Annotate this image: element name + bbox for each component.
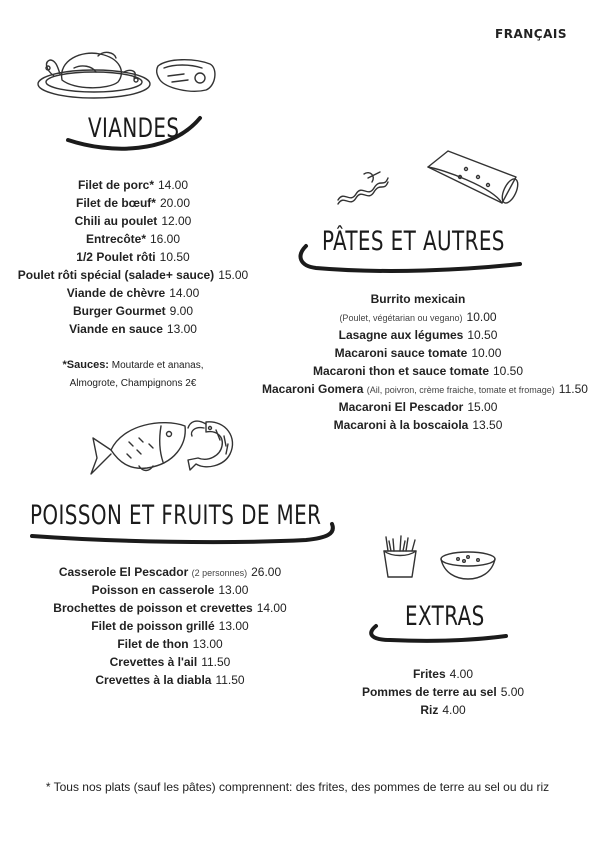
item-name: Frites bbox=[412, 667, 446, 681]
menu-item bbox=[0, 196, 266, 210]
item-name: Macaroni Gomera bbox=[262, 382, 364, 396]
item-name: Pommes de terre au sel bbox=[361, 685, 497, 699]
item-price: 11.50 bbox=[201, 655, 231, 669]
item-price: 14.00 bbox=[169, 286, 200, 300]
bowl-icon bbox=[438, 549, 498, 581]
fries-icon bbox=[378, 535, 423, 580]
sauces-line-2: Almogrote, Champignons 2€ bbox=[69, 378, 197, 389]
item-name: Viande en sauce bbox=[69, 322, 163, 336]
item-price: 15.00 bbox=[467, 400, 498, 414]
item-name: Lasagne aux légumes bbox=[338, 328, 464, 342]
menu-item bbox=[350, 703, 536, 717]
item-name: Crevettes à la diabla bbox=[95, 673, 212, 687]
item-price: 10.50 bbox=[467, 328, 498, 342]
item-name: Riz bbox=[420, 703, 439, 717]
item-price: 10.50 bbox=[493, 364, 524, 378]
menu-item bbox=[350, 685, 536, 699]
item-note: (Ail, poivron, crème fraiche, tomate et fromage) bbox=[366, 385, 555, 395]
item-price: 15.00 bbox=[218, 268, 249, 282]
menu-item bbox=[270, 400, 566, 414]
item-name: Macaroni thon et sauce tomate bbox=[312, 364, 489, 378]
item-price: 14.00 bbox=[157, 178, 189, 192]
language-label: FRANÇAIS bbox=[495, 27, 567, 41]
menu-item bbox=[0, 322, 266, 336]
menu-item bbox=[0, 232, 266, 246]
sauces-note bbox=[0, 356, 266, 393]
item-name: Burrito mexicain bbox=[370, 292, 466, 306]
heading-underline-viandes bbox=[60, 110, 210, 160]
item-price: 5.00 bbox=[500, 685, 525, 699]
menu-item bbox=[270, 328, 566, 342]
menu-item bbox=[270, 418, 566, 432]
item-name: Poisson en casserole bbox=[91, 583, 215, 597]
sauces-line-1: Moutarde et ananas, bbox=[111, 360, 204, 371]
menu-item bbox=[0, 673, 340, 687]
section-title-pates: PÂTES ET AUTRES bbox=[322, 226, 505, 257]
item-name: 1/2 Poulet rôti bbox=[76, 250, 156, 264]
menu-item bbox=[0, 601, 340, 615]
item-name: Filet de poisson grillé bbox=[91, 619, 215, 633]
item-name: Brochettes de poisson et crevettes bbox=[53, 601, 253, 615]
item-price: 9.00 bbox=[169, 304, 194, 318]
item-name: Crevettes à l'ail bbox=[109, 655, 198, 669]
heading-underline-poisson bbox=[26, 512, 346, 552]
menu-item bbox=[0, 637, 340, 651]
shrimp-icon bbox=[186, 416, 241, 474]
item-name: Chili au poulet bbox=[74, 214, 158, 228]
fish-icon bbox=[89, 414, 189, 478]
item-name: Burger Gourmet bbox=[72, 304, 166, 318]
menu-item bbox=[270, 292, 566, 306]
item-note: (Poulet, végétarian ou vegano) bbox=[339, 313, 463, 323]
item-name: Macaroni à la boscaiola bbox=[333, 418, 469, 432]
menu-item bbox=[0, 268, 266, 282]
item-name: Viande de chèvre bbox=[66, 286, 166, 300]
item-name: Casserole El Pescador bbox=[58, 565, 189, 579]
menu-item bbox=[0, 178, 266, 192]
menu-item bbox=[0, 304, 266, 318]
fusilli-pasta-icon bbox=[334, 170, 392, 208]
item-price: 12.00 bbox=[161, 214, 192, 228]
item-price: 16.00 bbox=[150, 232, 181, 246]
item-price: 4.00 bbox=[442, 703, 466, 717]
burrito-icon bbox=[422, 147, 522, 207]
heading-underline-extras bbox=[366, 620, 516, 650]
menu-item bbox=[0, 250, 266, 264]
menu-item bbox=[0, 583, 340, 597]
menu-item bbox=[350, 667, 536, 681]
item-price: 14.00 bbox=[256, 601, 287, 615]
footer-note: * Tous nos plats (sauf les pâtes) comprennent: des frites, des pommes de terre au sel ou du riz bbox=[45, 780, 550, 794]
roast-chicken-icon bbox=[34, 46, 154, 106]
menu-item bbox=[262, 382, 588, 396]
item-price: 13.00 bbox=[166, 322, 197, 336]
item-price: 13.50 bbox=[472, 418, 503, 432]
section-title-extras: EXTRAS bbox=[405, 601, 485, 632]
menu-item bbox=[0, 565, 340, 579]
item-name: Poulet rôti spécial (salade+ sauce) bbox=[17, 268, 215, 282]
heading-underline-pates bbox=[296, 236, 526, 276]
item-price: 13.00 bbox=[218, 619, 249, 633]
menu-item bbox=[270, 346, 566, 360]
steak-icon bbox=[154, 56, 219, 96]
menu-item bbox=[0, 214, 266, 228]
item-name: Entrecôte* bbox=[85, 232, 146, 246]
item-price: 11.50 bbox=[558, 382, 588, 396]
menu-item bbox=[270, 364, 566, 378]
item-name: Filet de porc* bbox=[77, 178, 154, 192]
item-name: Macaroni sauce tomate bbox=[334, 346, 468, 360]
item-note: (2 personnes) bbox=[191, 568, 248, 578]
menu-item bbox=[270, 310, 566, 324]
item-name: Filet de thon bbox=[117, 637, 189, 651]
item-price: 10.50 bbox=[159, 250, 190, 264]
menu-item bbox=[0, 619, 340, 633]
item-name: Filet de bœuf* bbox=[75, 196, 156, 210]
section-title-viandes: VIANDES bbox=[88, 113, 180, 144]
item-price: 20.00 bbox=[159, 196, 191, 210]
sauces-label: *Sauces: bbox=[62, 359, 109, 371]
item-price: 13.00 bbox=[218, 583, 249, 597]
item-price: 13.00 bbox=[192, 637, 223, 651]
item-price: 4.00 bbox=[449, 667, 474, 681]
menu-item bbox=[0, 286, 266, 300]
item-price: 10.00 bbox=[471, 346, 502, 360]
menu-item bbox=[0, 655, 340, 669]
item-price: 10.00 bbox=[466, 310, 497, 324]
item-price: 11.50 bbox=[215, 673, 245, 687]
section-title-poisson: POISSON ET FRUITS DE MER bbox=[30, 500, 322, 531]
item-name: Macaroni El Pescador bbox=[338, 400, 464, 414]
item-price: 26.00 bbox=[251, 565, 282, 579]
